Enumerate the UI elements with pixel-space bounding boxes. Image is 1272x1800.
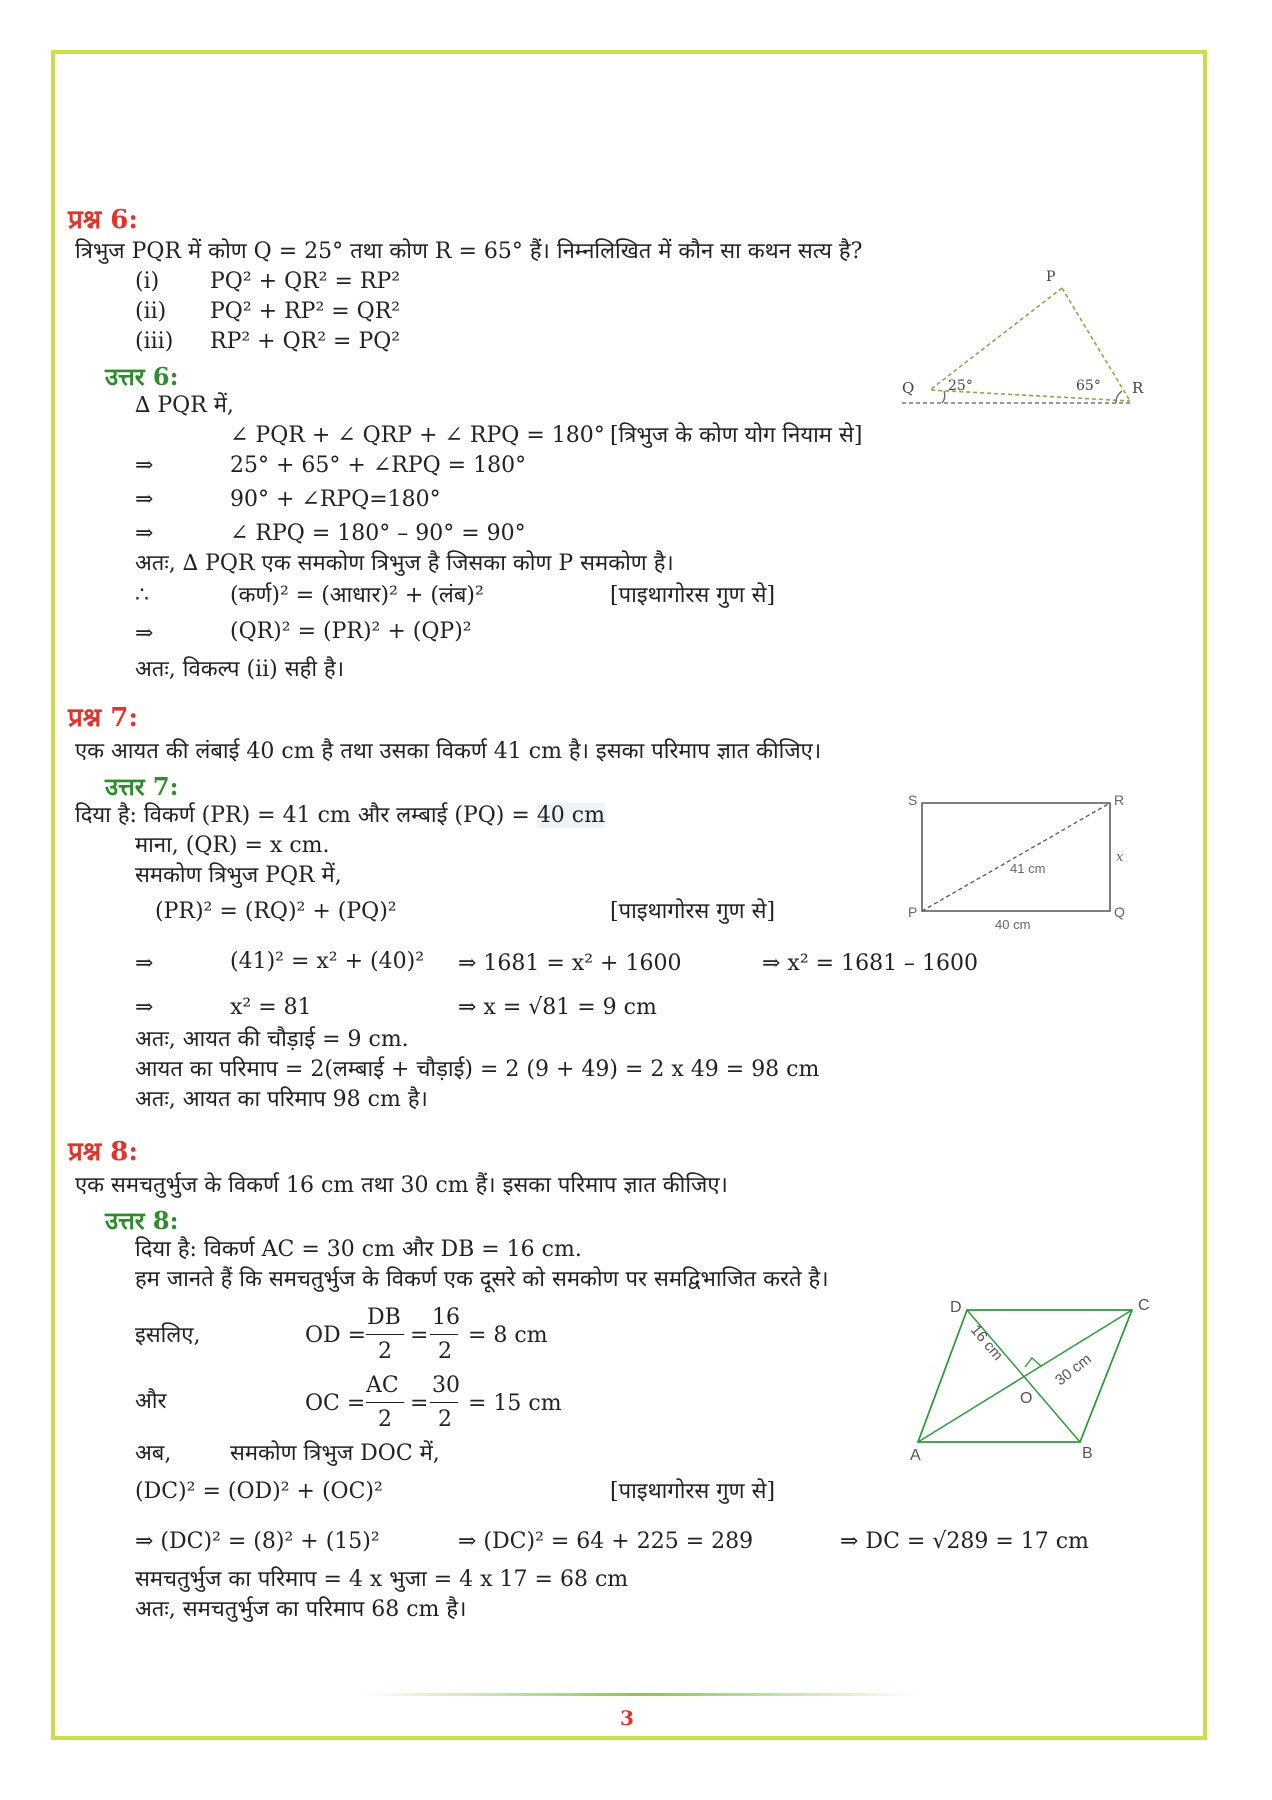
question-8-text: एक समचतुर्भुज के विकर्ण 16 cm तथा 30 cm हैं। इसका परिमाप ज्ञात कीजिए।: [75, 1173, 728, 1198]
vertex-label-q: Q: [1114, 904, 1125, 920]
given-line: [75, 802, 605, 830]
solution-line: समकोण त्रिभुज DOC में,: [230, 1441, 440, 1466]
vertex-label-q: Q: [902, 379, 915, 397]
solution-line: ⇒ (DC)² = 64 + 225 = 289: [458, 1529, 754, 1554]
solution-line: आयत का परिमाप = 2(लम्बाई + चौड़ाई) = 2 (9 + 49) = 2 x 49 = 98 cm: [135, 1057, 820, 1082]
fraction-numerator: DB: [367, 1305, 401, 1330]
solution-line: ∠ RPQ = 180° – 90° = 90°: [230, 521, 526, 546]
fraction-bar: [430, 1334, 458, 1335]
footer-divider: [360, 1693, 920, 1696]
solution-line: अतः, विकल्प (ii) सही है।: [135, 657, 345, 682]
diagonal-16-label: 16 cm: [966, 1321, 1007, 1364]
solution-line: (DC)² = (OD)² + (OC)²: [135, 1479, 383, 1504]
vertex-label-s: S: [908, 795, 918, 808]
option-number: (ii): [135, 299, 167, 324]
solution-line: 25° + 65° + ∠RPQ = 180°: [230, 453, 527, 478]
fraction-denominator: 2: [378, 1339, 392, 1364]
angle-label-r: 65°: [1076, 378, 1101, 394]
implies-symbol: ⇒: [135, 995, 154, 1020]
implies-symbol: ⇒: [135, 521, 154, 546]
option-number: (iii): [135, 329, 174, 354]
diagonal-30-label: 30 cm: [1051, 1350, 1095, 1390]
solution-line: दिया है: विकर्ण AC = 30 cm और DB = 16 cm.: [135, 1237, 582, 1262]
solution-line: ⇒ DC = √289 = 17 cm: [840, 1529, 1089, 1554]
solution-line: x² = 81: [230, 995, 312, 1020]
option-text: PQ² + QR² = RP²: [210, 269, 401, 294]
solution-line: ⇒ 1681 = x² + 1600: [458, 951, 682, 976]
question-7-text: एक आयत की लंबाई 40 cm है तथा उसका विकर्ण 41 cm है। इसका परिमाप ज्ञात कीजिए।: [75, 739, 822, 764]
solution-line: इसलिए,: [135, 1323, 201, 1348]
solution-line: ⇒ x = √81 = 9 cm: [458, 995, 657, 1020]
answer-8-heading: उत्तर 8:: [105, 1206, 179, 1235]
solution-line: (PR)² = (RQ)² + (PQ)²: [155, 899, 397, 924]
fraction-denominator: 2: [378, 1407, 392, 1432]
fraction-denominator: 2: [438, 1407, 452, 1432]
fraction-numerator: 16: [432, 1305, 460, 1330]
fraction-numerator: 30: [432, 1373, 460, 1398]
page-number: 3: [620, 1706, 634, 1730]
therefore-symbol: ∴: [135, 583, 149, 608]
solution-line: समकोण त्रिभुज PQR में,: [135, 863, 342, 888]
vertex-label-p: P: [1046, 269, 1056, 285]
given-text: दिया है: विकर्ण (PR) = 41 cm और लम्बाई (PQ) =: [75, 803, 537, 828]
question-7-heading: प्रश्न 7:: [68, 703, 138, 733]
fraction-numerator: AC: [366, 1373, 399, 1398]
center-label-o: O: [1020, 1390, 1033, 1407]
triangle-pqr-diagram: [890, 265, 1150, 415]
solution-line: ⇒ (DC)² = (8)² + (15)²: [135, 1529, 380, 1554]
option-number: (i): [135, 269, 160, 294]
solution-line: समचतुर्भुज का परिमाप = 4 x भुजा = 4 x 17 = 68 cm: [135, 1567, 629, 1592]
solution-line: ∆ PQR में,: [135, 393, 234, 418]
answer-6-heading: उत्तर 6:: [105, 362, 179, 391]
vertex-label-p: P: [908, 904, 918, 920]
question-6-text: त्रिभुज PQR में कोण Q = 25° तथा कोण R = 65° हैं। निम्नलिखित में कौन सा कथन सत्य है?: [75, 239, 863, 264]
implies-symbol: ⇒: [135, 951, 154, 976]
side-label-x: x: [1116, 850, 1124, 865]
diagonal-length-label: 41 cm: [1010, 861, 1046, 876]
vertex-label-b: B: [1082, 1445, 1093, 1462]
solution-line: अतः, समचतुर्भुज का परिमाप 68 cm है।: [135, 1597, 467, 1622]
option-text: RP² + QR² = PQ²: [210, 329, 401, 354]
vertex-label-r: R: [1114, 795, 1125, 808]
solution-reason: [त्रिभुज के कोण योग नियाम से]: [610, 423, 863, 448]
equals-sign: =: [410, 1323, 429, 1348]
rectangle-diagonal-pr: [922, 803, 1110, 911]
solution-line: OD =: [305, 1323, 367, 1348]
solution-line: ∠ PQR + ∠ QRP + ∠ RPQ = 180°: [230, 423, 605, 448]
solution-line: (41)² = x² + (40)²: [230, 949, 425, 974]
solution-line: OC =: [305, 1391, 366, 1416]
solution-line: 90° + ∠RPQ=180°: [230, 487, 441, 512]
solution-line: अतः, आयत की चौड़ाई = 9 cm.: [135, 1027, 409, 1052]
solution-line: = 15 cm: [468, 1391, 562, 1416]
solution-line: (कर्ण)² = (आधार)² + (लंब)²: [230, 583, 484, 608]
solution-reason: [पाइथागोरस गुण से]: [610, 583, 776, 608]
equals-sign: =: [410, 1391, 429, 1416]
fraction-bar: [366, 1402, 404, 1403]
solution-line: अब,: [135, 1441, 172, 1466]
right-angle-mark: [1025, 1358, 1041, 1367]
question-6-heading: प्रश्न 6:: [68, 205, 138, 235]
solution-line: अतः, आयत का परिमाप 98 cm है।: [135, 1087, 428, 1112]
fraction-denominator: 2: [438, 1339, 452, 1364]
solution-line: माना, (QR) = x cm.: [135, 833, 330, 858]
angle-label-q: 25°: [948, 378, 973, 394]
implies-symbol: ⇒: [135, 487, 154, 512]
question-8-heading: प्रश्न 8:: [68, 1137, 138, 1167]
solution-line: और: [135, 1389, 167, 1414]
vertex-label-d: D: [950, 1299, 962, 1316]
solution-line: हम जानते हैं कि समचतुर्भुज के विकर्ण एक दूसरे को समकोण पर समद्विभाजित करते है।: [135, 1267, 829, 1292]
solution-line: अतः, ∆ PQR एक समकोण त्रिभुज है जिसका कोण P समकोण है।: [135, 551, 674, 576]
answer-7-heading: उत्तर 7:: [105, 772, 179, 801]
rhombus-diagonal-ac: [918, 1310, 1132, 1442]
fraction-bar: [430, 1402, 458, 1403]
fraction-bar: [366, 1334, 404, 1335]
solution-line: (QR)² = (PR)² + (QP)²: [230, 619, 472, 644]
solution-line: = 8 cm: [468, 1323, 548, 1348]
implies-symbol: ⇒: [135, 621, 154, 646]
vertex-label-a: A: [910, 1447, 921, 1464]
vertex-label-c: C: [1138, 1297, 1150, 1314]
given-length: 40 cm: [536, 803, 605, 828]
implies-symbol: ⇒: [135, 453, 154, 478]
base-length-label: 40 cm: [995, 917, 1031, 932]
angle-arc-q: [942, 391, 945, 403]
solution-reason: [पाइथागोरस गुण से]: [610, 899, 776, 924]
solution-reason: [पाइथागोरस गुण से]: [610, 1479, 776, 1504]
vertex-label-r: R: [1132, 379, 1144, 397]
rhombus-abcd-diagram: [910, 1290, 1160, 1465]
rectangle-pqrs-diagram: [900, 795, 1140, 935]
solution-line: ⇒ x² = 1681 – 1600: [762, 951, 979, 976]
option-text: PQ² + RP² = QR²: [210, 299, 401, 324]
